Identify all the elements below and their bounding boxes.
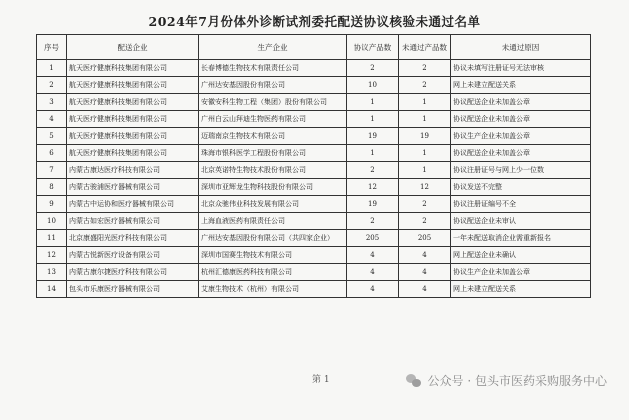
cell-manufacturer: 艾康生物技术（杭州）有限公司 <box>199 281 347 298</box>
cell-index: 10 <box>37 213 67 230</box>
cell-reason: 网上配送企业未确认 <box>451 247 591 264</box>
cell-distributor: 内蒙古康尔捷医疗科技有限公司 <box>67 264 199 281</box>
rejection-table <box>36 34 591 298</box>
table-row <box>37 281 591 298</box>
cell-manufacturer: 深圳市亚辉龙生物科技股份有限公司 <box>199 179 347 196</box>
cell-distributor: 航天医疗健康科技集团有限公司 <box>67 77 199 94</box>
cell-index: 2 <box>37 77 67 94</box>
cell-distributor: 航天医疗健康科技集团有限公司 <box>67 145 199 162</box>
cell-reason: 协议注册证编号不全 <box>451 196 591 213</box>
cell-distributor: 内蒙古中运协和医疗器械有限公司 <box>67 196 199 213</box>
cell-failed-count: 2 <box>399 77 451 94</box>
cell-distributor: 内蒙古骏浦医疗器械有限公司 <box>67 179 199 196</box>
cell-reason: 协议配送企业未加盖公章 <box>451 145 591 162</box>
cell-distributor: 航天医疗健康科技集团有限公司 <box>67 128 199 145</box>
table-row <box>37 247 591 264</box>
cell-reason: 协议配送企业未加盖公章 <box>451 111 591 128</box>
col-header-index: 序号 <box>37 35 67 60</box>
col-header-reason: 未通过原因 <box>451 35 591 60</box>
cell-agreement-count: 1 <box>347 145 399 162</box>
footer-text: 公众号 · 包头市医药采购服务中心 <box>427 374 607 388</box>
cell-manufacturer: 广州达安基因股份有限公司 <box>199 77 347 94</box>
table-row <box>37 94 591 111</box>
cell-failed-count: 4 <box>399 264 451 281</box>
col-header-distributor: 配送企业 <box>67 35 199 60</box>
document-title: 2024年7月份体外诊断试剂委托配送协议核验未通过名单 <box>148 14 481 29</box>
col-header-manufacturer: 生产企业 <box>199 35 347 60</box>
table-header-row <box>37 35 591 60</box>
cell-failed-count: 1 <box>399 162 451 179</box>
cell-agreement-count: 19 <box>347 128 399 145</box>
cell-agreement-count: 1 <box>347 111 399 128</box>
cell-failed-count: 1 <box>399 94 451 111</box>
table-row <box>37 77 591 94</box>
cell-distributor: 北京康盛阳光医疗科技有限公司 <box>67 230 199 247</box>
cell-failed-count: 12 <box>399 179 451 196</box>
cell-agreement-count: 10 <box>347 77 399 94</box>
table-row <box>37 111 591 128</box>
col-header-agreement-count: 协议产品数 <box>347 35 399 60</box>
table-row <box>37 60 591 77</box>
cell-agreement-count: 12 <box>347 179 399 196</box>
table-row <box>37 145 591 162</box>
cell-manufacturer: 珠海市银科医学工程股份有限公司 <box>199 145 347 162</box>
cell-manufacturer: 北京英诺特生物技术股份有限公司 <box>199 162 347 179</box>
cell-agreement-count: 2 <box>347 213 399 230</box>
cell-failed-count: 2 <box>399 213 451 230</box>
cell-distributor: 包头市乐康医疗器械有限公司 <box>67 281 199 298</box>
cell-index: 7 <box>37 162 67 179</box>
cell-failed-count: 2 <box>399 60 451 77</box>
cell-failed-count: 1 <box>399 145 451 162</box>
cell-reason: 网上未建立配送关系 <box>451 281 591 298</box>
cell-index: 3 <box>37 94 67 111</box>
cell-agreement-count: 2 <box>347 162 399 179</box>
cell-reason: 协议生产企业未加盖公章 <box>451 128 591 145</box>
cell-manufacturer: 广州达安基因股份有限公司（共四家企业） <box>199 230 347 247</box>
cell-failed-count: 2 <box>399 196 451 213</box>
cell-manufacturer: 北京众驰伟业科技发展有限公司 <box>199 196 347 213</box>
watermark-footer <box>406 372 607 389</box>
cell-manufacturer: 安徽安科生物工程（集团）股份有限公司 <box>199 94 347 111</box>
cell-distributor: 航天医疗健康科技集团有限公司 <box>67 111 199 128</box>
cell-reason: 网上未建立配送关系 <box>451 77 591 94</box>
cell-index: 6 <box>37 145 67 162</box>
cell-reason: 协议注册证号与网上少一位数 <box>451 162 591 179</box>
cell-failed-count: 1 <box>399 111 451 128</box>
table-row <box>37 196 591 213</box>
cell-agreement-count: 4 <box>347 247 399 264</box>
cell-index: 9 <box>37 196 67 213</box>
cell-agreement-count: 1 <box>347 94 399 111</box>
cell-index: 8 <box>37 179 67 196</box>
col-header-failed-count: 未通过产品数 <box>399 35 451 60</box>
table-row <box>37 128 591 145</box>
table-row <box>37 264 591 281</box>
cell-index: 1 <box>37 60 67 77</box>
cell-distributor: 航天医疗健康科技集团有限公司 <box>67 60 199 77</box>
cell-distributor: 内蒙古康达医疗科技有限公司 <box>67 162 199 179</box>
table-row <box>37 213 591 230</box>
cell-index: 4 <box>37 111 67 128</box>
table-row <box>37 162 591 179</box>
page-number: 第 1 <box>312 375 330 385</box>
cell-distributor: 内蒙古悦新医疗设备有限公司 <box>67 247 199 264</box>
cell-failed-count: 19 <box>399 128 451 145</box>
wechat-icon <box>406 374 422 388</box>
cell-distributor: 内蒙古如宏医疗器械有限公司 <box>67 213 199 230</box>
cell-agreement-count: 205 <box>347 230 399 247</box>
cell-manufacturer: 深圳市国赛生物技术有限公司 <box>199 247 347 264</box>
cell-reason: 协议生产企业未加盖公章 <box>451 264 591 281</box>
cell-index: 11 <box>37 230 67 247</box>
cell-manufacturer: 杭州汇德康医药科技有限公司 <box>199 264 347 281</box>
cell-reason: 协议配送企业未审认 <box>451 213 591 230</box>
cell-failed-count: 205 <box>399 230 451 247</box>
cell-agreement-count: 4 <box>347 264 399 281</box>
cell-failed-count: 4 <box>399 247 451 264</box>
cell-agreement-count: 2 <box>347 60 399 77</box>
cell-manufacturer: 上海血液医药有限责任公司 <box>199 213 347 230</box>
cell-index: 5 <box>37 128 67 145</box>
cell-failed-count: 4 <box>399 281 451 298</box>
table-row <box>37 179 591 196</box>
cell-agreement-count: 4 <box>347 281 399 298</box>
cell-manufacturer: 长春博德生物技术有限责任公司 <box>199 60 347 77</box>
cell-index: 13 <box>37 264 67 281</box>
cell-index: 12 <box>37 247 67 264</box>
cell-index: 14 <box>37 281 67 298</box>
cell-agreement-count: 19 <box>347 196 399 213</box>
cell-distributor: 航天医疗健康科技集团有限公司 <box>67 94 199 111</box>
cell-manufacturer: 迈瑞南京生物技术有限公司 <box>199 128 347 145</box>
cell-manufacturer: 广州白云山拜迪生物医药有限公司 <box>199 111 347 128</box>
cell-reason: 协议未填写注册证号无法审核 <box>451 60 591 77</box>
cell-reason: 一年未配送取消企业需重新报名 <box>451 230 591 247</box>
table-row <box>37 230 591 247</box>
cell-reason: 协议发送不完整 <box>451 179 591 196</box>
cell-reason: 协议配送企业未加盖公章 <box>451 94 591 111</box>
